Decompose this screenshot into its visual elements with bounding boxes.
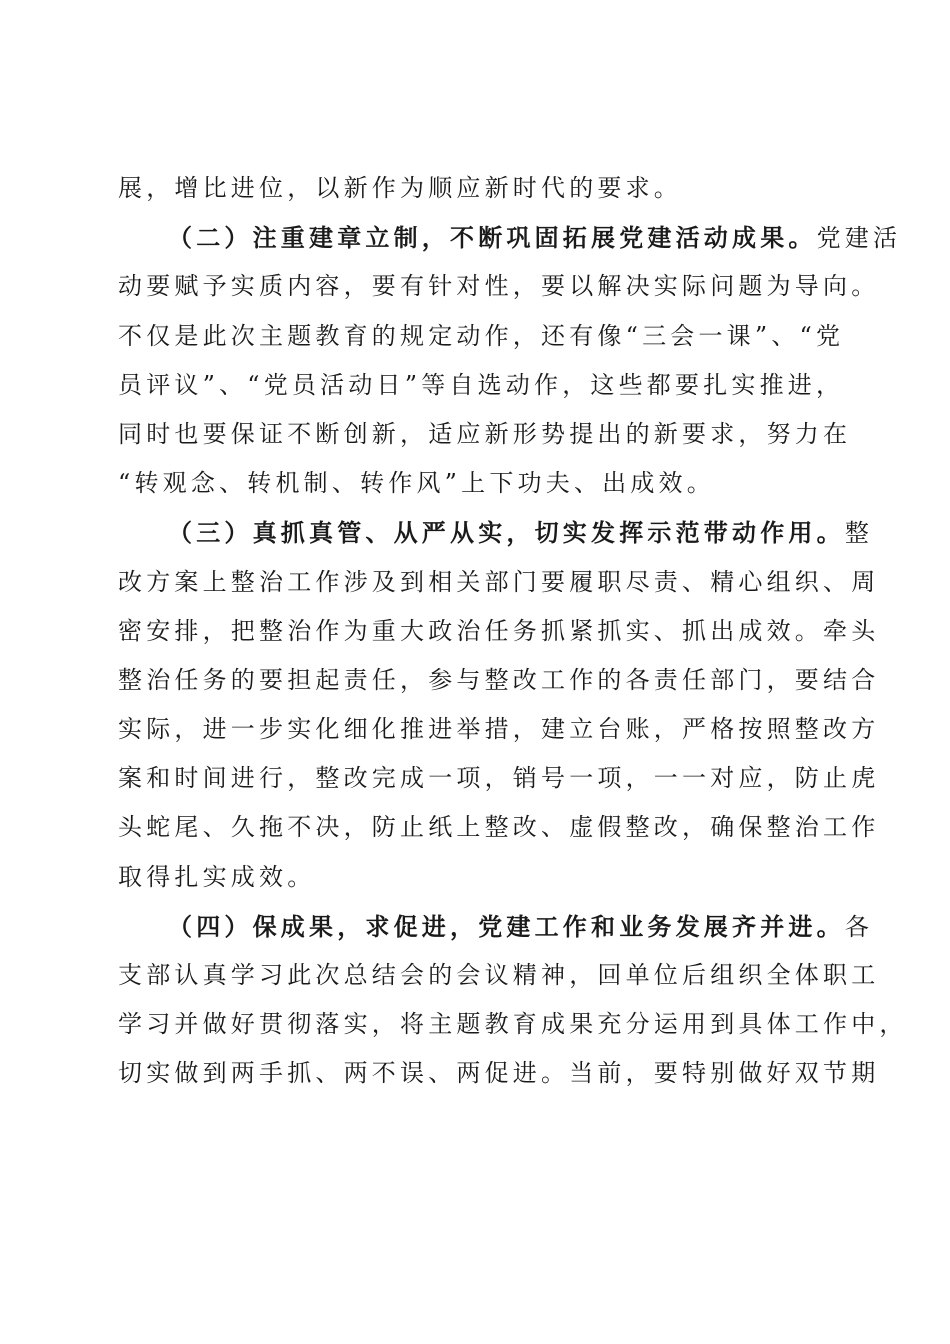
paragraph-line: 同时也要保证不断创新，适应新形势提出的新要求，努力在 — [118, 419, 852, 448]
paragraph-line: 整治任务的要担起责任，参与整改工作的各责任部门，要结合 — [118, 665, 880, 694]
paragraph-first-line — [118, 213, 902, 262]
paragraph-line: 展，增比进位，以新作为顺应新时代的要求。 — [118, 174, 682, 202]
paragraph-line: 动要赋予实质内容，要有针对性，要以解决实际问题为导向。 — [118, 272, 880, 301]
paragraph-line: 不仅是此次主题教育的规定动作，还有像“三会一课”、“党 — [118, 321, 845, 350]
paragraph-line: 案和时间进行，整改完成一项，销号一项，一一对应，防止虎 — [118, 764, 880, 793]
paragraph-line: 实际，进一步实化细化推进举措，建立台账，严格按照整改方 — [118, 715, 880, 744]
paragraph-line: 密安排，把整治作为重大政治任务抓紧抓实、抓出成效。牵头 — [118, 616, 880, 645]
paragraph-text: 整 — [844, 519, 874, 548]
paragraph-first-line — [118, 902, 874, 951]
paragraph-text: 各 — [844, 912, 874, 941]
section-heading: （二）注重建章立制，不断巩固拓展党建活动成果。 — [168, 223, 817, 253]
paragraph-text: 党建活 — [816, 224, 902, 253]
paragraph-line: 支部认真学习此次总结会的会议精神，回单位后组织全体职工 — [118, 961, 880, 989]
section-heading: （四）保成果，求促进，党建工作和业务发展齐并进。 — [168, 911, 845, 941]
paragraph-line: 员评议”、“党员活动日”等自选动作，这些都要扎实推进， — [118, 370, 845, 399]
paragraph-line: “转观念、转机制、转作风”上下功夫、出成效。 — [118, 469, 715, 498]
paragraph-line: 学习并做好贯彻落实，将主题教育成果充分运用到具体工作中， — [118, 1010, 908, 1039]
paragraph-first-line — [118, 508, 874, 557]
paragraph-line: 改方案上整治工作涉及到相关部门要履职尽责、精心组织、周 — [118, 567, 880, 596]
document-body — [118, 164, 908, 1099]
paragraph-line: 头蛇尾、久拖不决，防止纸上整改、虚假整改，确保整治工作 — [118, 813, 880, 842]
paragraph-continuation — [118, 164, 832, 213]
section-heading: （三）真抓真管、从严从实，切实发挥示范带动作用。 — [168, 518, 845, 548]
paragraph-section-4 — [118, 902, 908, 1099]
paragraph-section-3 — [118, 508, 880, 902]
paragraph-section-2 — [118, 213, 902, 508]
paragraph-line: 切实做到两手抓、两不误、两促进。当前，要特别做好双节期 — [118, 1059, 880, 1088]
paragraph-line: 取得扎实成效。 — [118, 862, 316, 891]
